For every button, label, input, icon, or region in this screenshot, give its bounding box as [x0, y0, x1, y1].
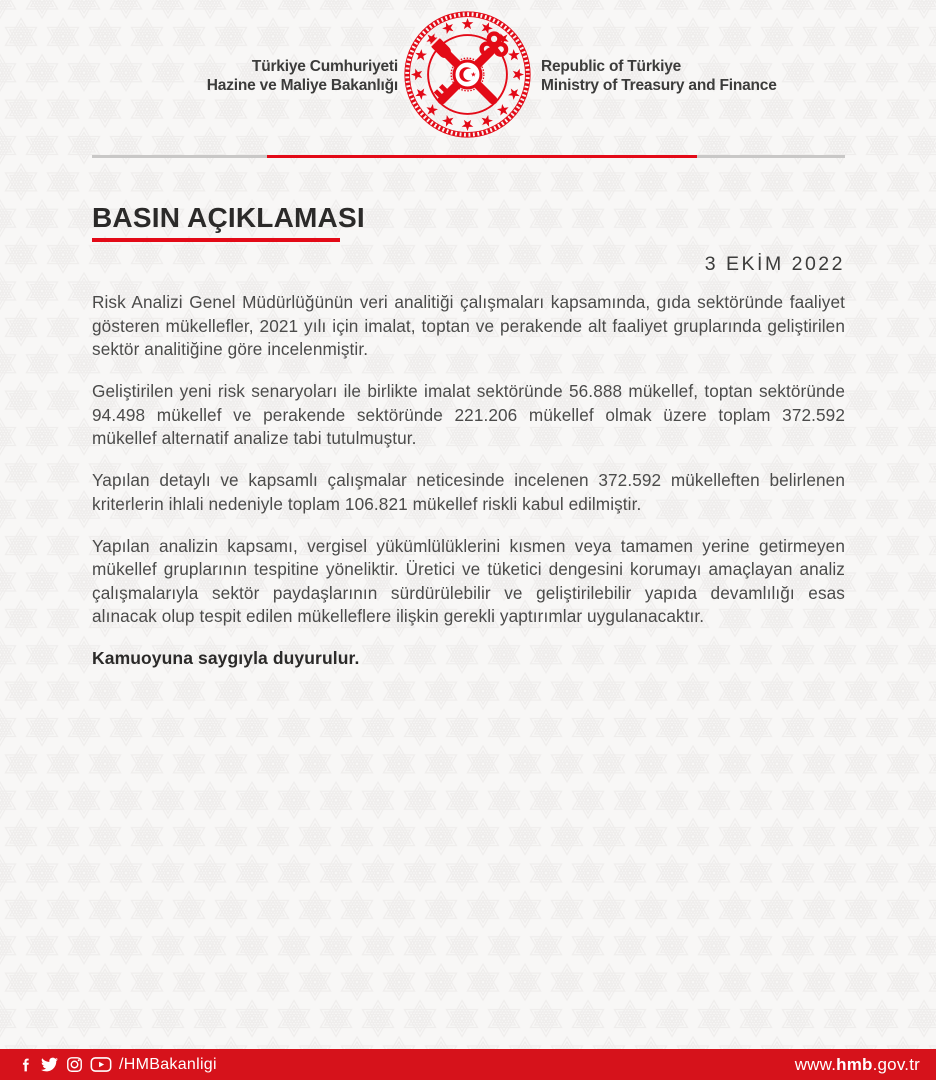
twitter-icon[interactable]	[40, 1056, 59, 1073]
org-name-english-line1: Republic of Türkiye	[541, 58, 682, 75]
closing-line: Kamuoyuna saygıyla duyurulur.	[92, 648, 360, 668]
instagram-icon[interactable]	[66, 1056, 83, 1073]
ministry-emblem-icon	[401, 8, 534, 141]
paragraph-3: Yapılan detaylı ve kapsamlı çalışmalar neticesinde incelenen 372.592 mükelleften belirlenen kriterlerin ihlali nedeniyle toplam 106.821 mükellef riskli kabul edilmiştir.	[92, 470, 845, 514]
press-release-body	[92, 291, 845, 689]
title-underline	[92, 238, 340, 242]
page-title: BASIN AÇIKLAMASI	[92, 202, 365, 233]
social-handle[interactable]: /HMBakanligi	[119, 1055, 217, 1073]
website-suffix: .gov.tr	[872, 1054, 920, 1074]
header-divider-red-segment	[267, 155, 697, 158]
facebook-icon[interactable]	[18, 1056, 33, 1073]
release-date: 3 EKİM 2022	[704, 253, 845, 275]
footer-bar	[0, 1049, 936, 1080]
org-name-turkish-line1: Türkiye Cumhuriyeti	[251, 58, 398, 75]
website-prefix: www.	[794, 1054, 837, 1074]
youtube-icon[interactable]	[90, 1056, 112, 1073]
paragraph-1: Risk Analizi Genel Müdürlüğünün veri analitiği çalışmaları kapsamında, gıda sektöründe faaliyet gösteren mükellefler, 2021 yılı için imalat, toptan ve perakende alt faaliyet gruplarında geliştirilen sektör analitiğine göre incelenmiştir.	[92, 292, 845, 359]
org-name-english-line2: Ministry of Treasury and Finance	[541, 77, 777, 94]
org-name-turkish	[0, 57, 398, 95]
header-divider	[92, 155, 845, 158]
website-link[interactable]	[795, 1055, 920, 1075]
website-bold: hmb	[836, 1054, 873, 1074]
org-name-turkish-line2: Hazine ve Maliye Bakanlığı	[206, 77, 398, 94]
social-links	[18, 1056, 217, 1074]
paragraph-4: Yapılan analizin kapsamı, vergisel yükümlülüklerini kısmen veya tamamen yerine getirmeyen mükellef gruplarının tespitine yöneliktir. Üretici ve tüketici dengesini korumayı amaçlayan analiz çalışmalarıyla sektör paydaşlarının sürdürülebilir ve geliştirilebilir yapıda devamlılığı esas alınacak olup tespit edilen mükelleflere ilişkin gerekli yaptırımlar uygulanacaktır.	[92, 535, 845, 626]
org-name-english	[541, 57, 871, 95]
paragraph-2: Geliştirilen yeni risk senaryoları ile birlikte imalat sektöründe 56.888 mükellef, toptan sektöründe 94.498 mükellef ve perakende sektöründe 221.206 mükellef olmak üzere toplam 372.592 mükellef alternatif analize tabi tutulmuştur.	[92, 381, 845, 448]
